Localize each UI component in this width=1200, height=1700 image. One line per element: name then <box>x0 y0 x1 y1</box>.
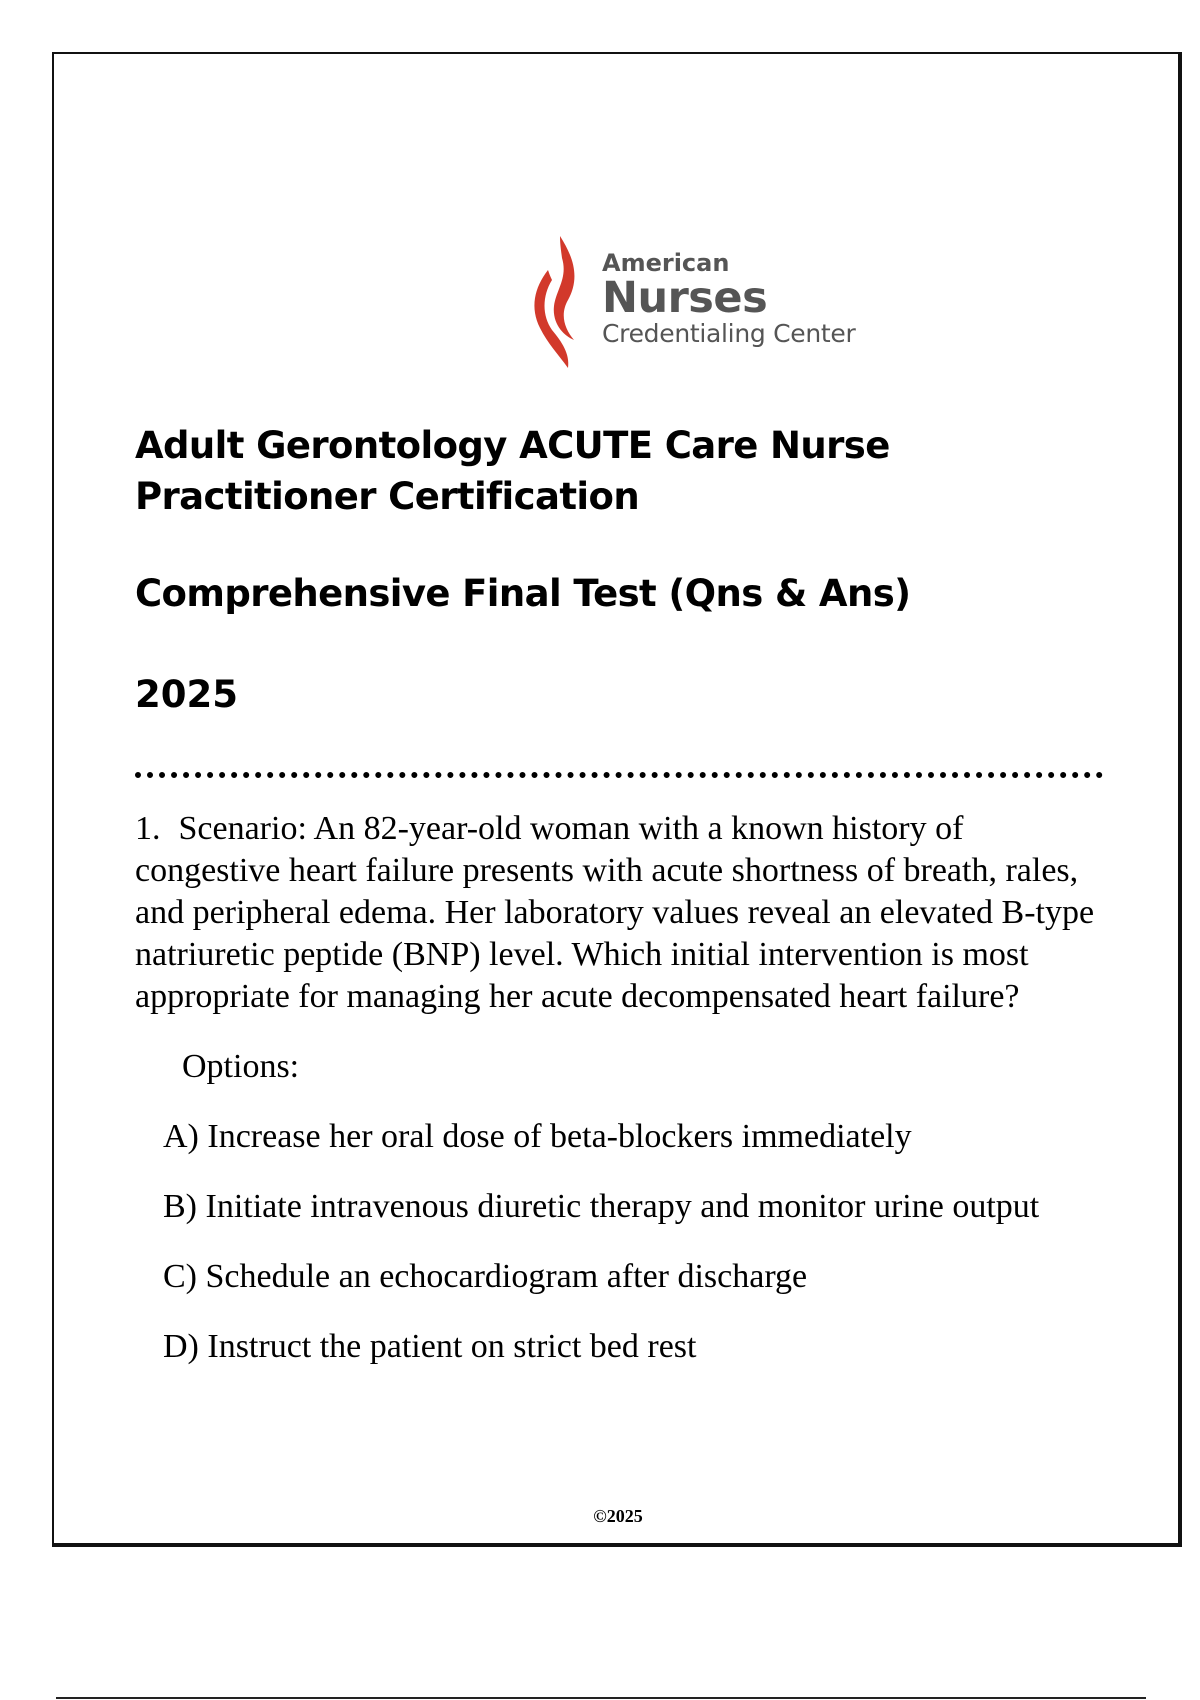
document-subtitle: Comprehensive Final Test (Qns & Ans) <box>135 572 911 615</box>
options-label: Options: <box>182 1048 300 1085</box>
option-c[interactable]: C) Schedule an echocardiogram after discharge <box>163 1258 808 1295</box>
bottom-rule <box>56 1697 1146 1699</box>
question-stem: Scenario: An 82-year-old woman with a known history of congestive heart failure presents with acute shortness of breath, rales, and peripheral edema. Her laboratory values reveal an elevated B-type natriuretic peptide (BNP) level. Which initial intervention is most appropriate for managing her acute decompensated heart failure? <box>135 810 1095 1015</box>
question-number: 1. <box>135 810 161 847</box>
title-block <box>135 420 1035 720</box>
logo-wordmark <box>602 250 855 348</box>
question-text <box>135 808 1095 1018</box>
dotted-divider <box>135 772 1103 778</box>
ancc-logo <box>530 236 860 370</box>
option-a[interactable]: A) Increase her oral dose of beta-blockers immediately <box>163 1118 912 1155</box>
flame-logo-icon <box>530 236 590 368</box>
logo-line-credentialing: Credentialing Center <box>602 319 856 348</box>
option-b[interactable]: B) Initiate intravenous diuretic therapy and monitor urine output <box>163 1188 1040 1225</box>
copyright-notice: ©2025 <box>593 1506 643 1526</box>
document-year: 2025 <box>135 673 238 716</box>
option-list <box>163 1116 1095 1368</box>
logo-line-nurses: Nurses <box>602 273 768 323</box>
option-d[interactable]: D) Instruct the patient on strict bed rest <box>163 1328 697 1365</box>
question-block <box>135 808 1095 1396</box>
document-title: Adult Gerontology ACUTE Care Nurse Practitioner Certification <box>135 424 890 518</box>
logo-line-american: American <box>602 249 730 277</box>
